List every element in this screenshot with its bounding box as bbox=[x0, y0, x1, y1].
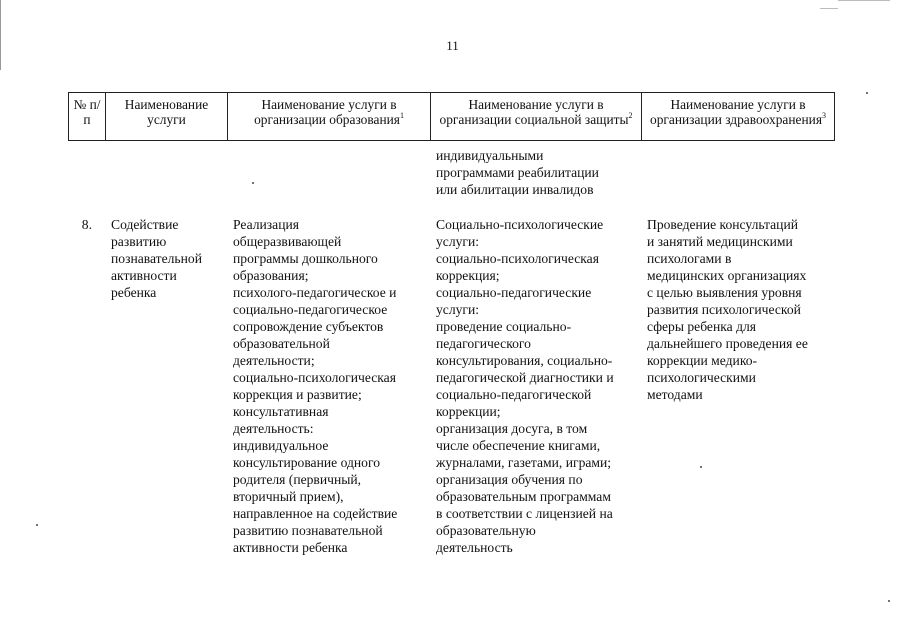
scan-speck bbox=[252, 182, 254, 184]
scan-speck bbox=[700, 466, 702, 468]
header-health: Наименование услуги в организации здравоохранения$^3$ bbox=[642, 93, 835, 141]
scan-top-mark bbox=[838, 0, 890, 1]
social-service-cell: Социально-психологические услуги: социально-психологическая коррекция; социально-педагогические услуги: проведение социально- педагогического консультирования, социально- педагогической диагностики и социально-педагогической коррекции; организация досуга, в том числе обеспечение книгами, журналами, газетами, играми; организация обучения по образовательным программам в соответствии с лицензией на образовательную деятельность bbox=[436, 217, 614, 555]
header-social: Наименование услуги в организации социальной защиты$^2$ bbox=[431, 93, 642, 141]
education-service-cell: Реализация общеразвивающей программы дошкольного образования; психолого-педагогическое и социально-педагогическое сопровождение субъектов образовательной деятельности; социально-психологическая коррекция и развитие; консультативная деятельность: индивидуальное консультирование одного родителя (первичный, вторичный прием), направленное на содействие развитию познавательной активности ребенка bbox=[233, 217, 398, 555]
service-name-cell: Содействие развитию познавательной активности ребенка bbox=[111, 217, 202, 300]
continuation-social-text: индивидуальными программами реабилитации или абилитации инвалидов bbox=[436, 148, 599, 197]
scan-speck bbox=[866, 92, 868, 94]
health-service-cell: Проведение консультаций и занятий медицинскими психологами в медицинских организациях с целью выявления уровня развития психологической сферы ребенка для дальнейшего проведения ее коррекции медико- психологическими методами bbox=[647, 217, 808, 402]
header-education: Наименование услуги в организации образования$^1$ bbox=[228, 93, 431, 141]
row-number: 8. bbox=[81, 217, 92, 232]
scan-top-mark bbox=[820, 8, 838, 9]
footnote-mark: 2 bbox=[628, 111, 633, 120]
scan-edge-line bbox=[0, 0, 1, 70]
table-header bbox=[68, 92, 835, 141]
table-header-row bbox=[69, 93, 835, 141]
scan-speck bbox=[888, 600, 890, 602]
header-num: № п/п bbox=[69, 93, 106, 141]
header-service: Наименование услуги bbox=[106, 93, 228, 141]
page-number: 11 bbox=[446, 38, 459, 53]
footnote-mark: 3 bbox=[821, 111, 826, 120]
footnote-mark: 1 bbox=[399, 111, 404, 120]
scan-speck bbox=[36, 524, 38, 526]
